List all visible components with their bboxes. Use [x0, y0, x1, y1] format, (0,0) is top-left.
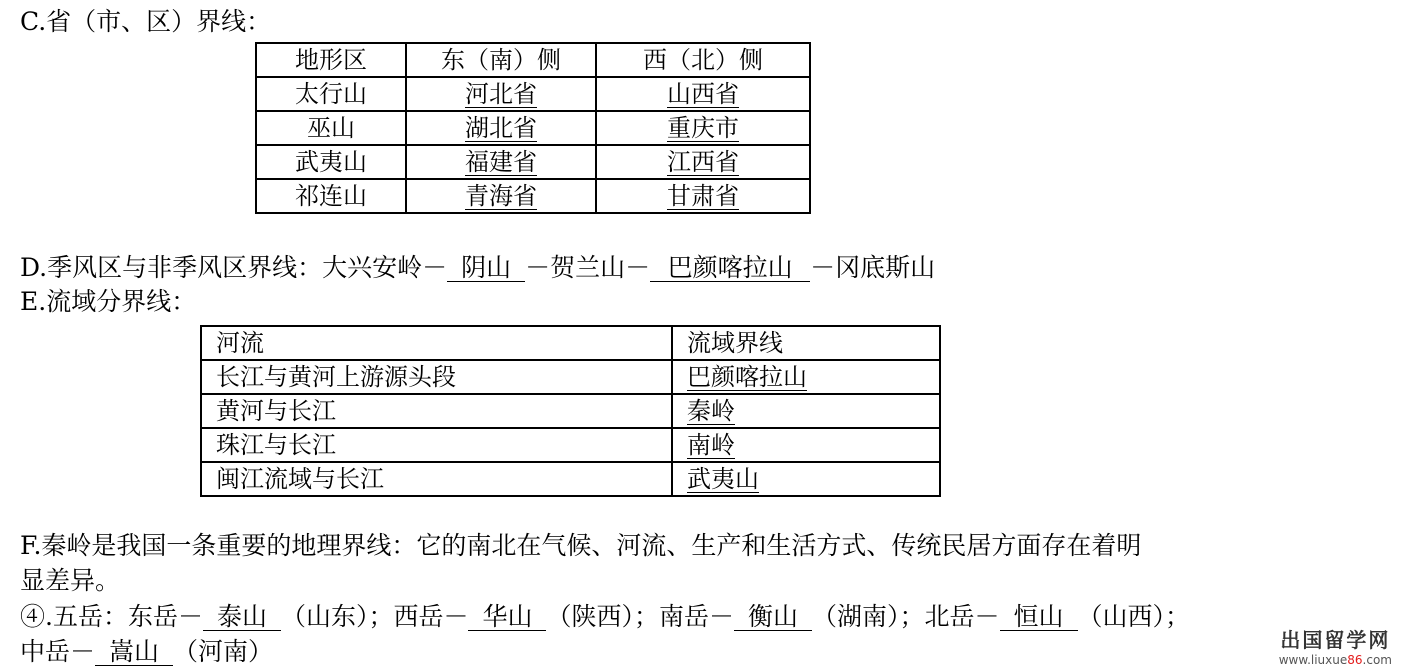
- section-c-heading: C.省（市、区）界线：: [20, 7, 272, 36]
- mountain-answer-blank: 嵩山: [95, 639, 173, 666]
- province-table-cell: [406, 145, 596, 179]
- watershed-table-row: [201, 428, 940, 462]
- province-table-cell: 巫山: [256, 111, 406, 145]
- watershed-table-cell: [672, 360, 940, 394]
- province-table-cell: [596, 179, 810, 213]
- province-boundary-table: [255, 42, 811, 214]
- province-table-answer: 重庆市: [667, 114, 739, 142]
- province-table-header-cell: 地形区: [256, 43, 406, 77]
- province-table-answer: 河北省: [465, 80, 537, 108]
- province-table-cell: [596, 77, 810, 111]
- province-table-cell: 太行山: [256, 77, 406, 111]
- section-d-suffix: －冈底斯山: [810, 253, 936, 282]
- watershed-table-cell: [672, 462, 940, 496]
- watershed-table: [200, 325, 941, 497]
- section-f-line-2: 显差异。: [20, 566, 121, 595]
- watershed-table-cell: 黄河与长江: [201, 394, 672, 428]
- five-mountains-text: （陕西）；南岳－: [546, 602, 734, 631]
- province-table-cell: 武夷山: [256, 145, 406, 179]
- watershed-table-cell: 珠江与长江: [201, 428, 672, 462]
- section-d-mid: －贺兰山－: [525, 253, 651, 282]
- province-table-cell: [406, 179, 596, 213]
- province-table-row: [256, 111, 810, 145]
- province-table-header-row: [256, 43, 810, 77]
- mountain-answer-blank: 恒山: [1000, 604, 1078, 631]
- province-table-row: [256, 145, 810, 179]
- watershed-table-answer: 秦岭: [687, 397, 735, 425]
- province-table-cell: [596, 145, 810, 179]
- watershed-table-cell: 长江与黄河上游源头段: [201, 360, 672, 394]
- five-mountains-text: ④.五岳：东岳－: [20, 602, 203, 631]
- five-mountains-text: （山西）；: [1077, 602, 1191, 631]
- watershed-table-cell: 闽江流域与长江: [201, 462, 672, 496]
- province-table-answer: 福建省: [465, 148, 537, 176]
- site-logo: [1279, 624, 1392, 667]
- watershed-table-row: [201, 462, 940, 496]
- province-table-cell: [406, 77, 596, 111]
- five-mountains-text: （湖南）；北岳－: [811, 602, 1000, 631]
- province-table-row: [256, 179, 810, 213]
- watershed-table-answer: 南岭: [687, 431, 735, 459]
- province-table-answer: 甘肃省: [667, 182, 739, 210]
- mountain-answer-blank: 华山: [468, 604, 546, 631]
- watershed-table-row: [201, 360, 940, 394]
- mountain-answer-blank: 衡山: [734, 604, 812, 631]
- province-table-answer: 山西省: [667, 80, 739, 108]
- five-mountains-text: （河南）: [173, 637, 274, 666]
- section-e-heading: E.流域分界线：: [20, 287, 197, 316]
- logo-url: www.liuxue86.com: [1278, 653, 1392, 667]
- province-table-header-cell: 东（南）侧: [406, 43, 596, 77]
- watershed-table-header-cell: 流域界线: [672, 326, 940, 360]
- province-table-row: [256, 77, 810, 111]
- province-table-cell: 祁连山: [256, 179, 406, 213]
- watershed-table-cell: [672, 394, 940, 428]
- logo-name: 出国留学网: [1280, 628, 1391, 652]
- five-mountains-line-1: [20, 602, 1190, 632]
- mountain-answer-blank: 泰山: [203, 604, 281, 631]
- five-mountains-text: （山东）；西岳－: [280, 602, 469, 631]
- section-d-line: [20, 253, 935, 283]
- province-table-answer: 江西省: [667, 148, 739, 176]
- five-mountains-line-2: [20, 637, 273, 667]
- watershed-table-header-row: [201, 326, 940, 360]
- section-f-line-1: F.秦岭是我国一条重要的地理界线：它的南北在气候、河流、生产和生活方式、传统民居方面存在着明: [20, 531, 1142, 560]
- province-table-header-cell: 西（北）侧: [596, 43, 810, 77]
- watershed-table-answer: 巴颜喀拉山: [687, 363, 807, 391]
- province-table-answer: 青海省: [465, 182, 537, 210]
- section-d-blank-1: 阴山: [447, 255, 525, 282]
- watershed-table-row: [201, 394, 940, 428]
- watershed-table-header-cell: 河流: [201, 326, 672, 360]
- province-table-cell: [596, 111, 810, 145]
- section-d-blank-2: 巴颜喀拉山: [650, 255, 810, 282]
- watershed-table-cell: [672, 428, 940, 462]
- five-mountains-text: 中岳－: [20, 637, 96, 666]
- province-table-answer: 湖北省: [465, 114, 537, 142]
- section-d-prefix: D.季风区与非季风区界线：大兴安岭－: [20, 253, 448, 282]
- watershed-table-answer: 武夷山: [687, 465, 759, 493]
- province-table-cell: [406, 111, 596, 145]
